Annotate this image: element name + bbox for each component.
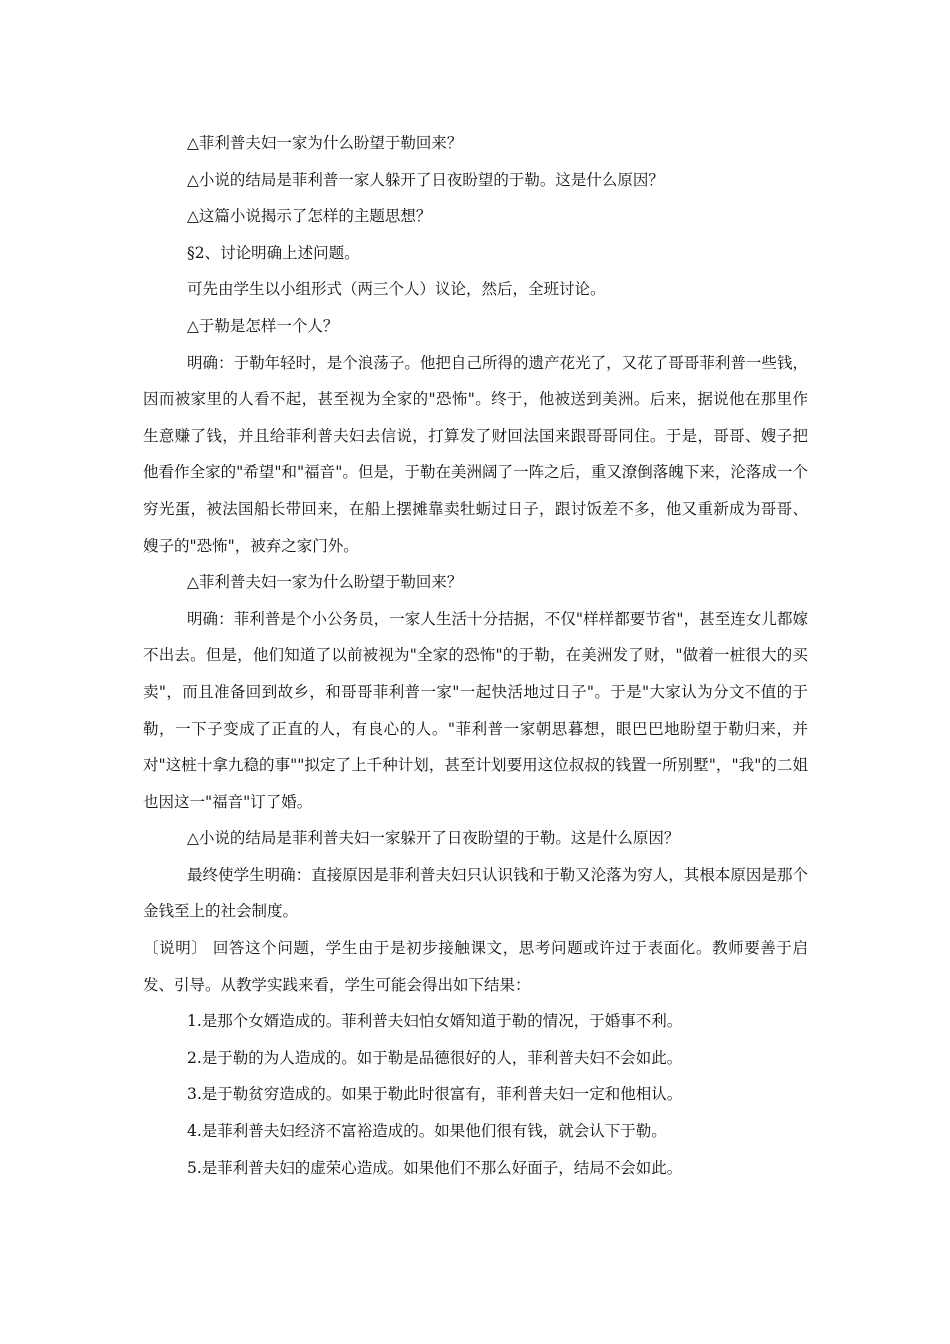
answer-paragraph: 明确：菲利普是个小公务员，一家人生活十分拮据，不仅"样样都要节省"，甚至连女儿都嫁不出去。但是，他们知道了以前被视为"全家的恐怖"的于勒，在美洲发了财，"做着一桩很大的买卖"，而且准备回到故乡，和哥哥菲利普一家"一起快活地过日子"。于是"大家认为分文不值的于勒，一下子变成了正直的人，有良心的人。"菲利普一家朝思暮想，眼巴巴地盼望于勒归来，并对"这桩十拿九稳的事""拟定了上千种计划，甚至计划要用这位叔叔的钱置一所别墅"，"我"的二姐也因这一"福音"订了婚。 bbox=[143, 609, 808, 811]
question-paragraph: △菲利普夫妇一家为什么盼望于勒回来？ bbox=[187, 573, 463, 592]
answer-paragraph: 最终使学生明确：直接原因是菲利普夫妇只认识钱和于勒又沦落为穷人，其根本原因是那个金钱至上的社会制度。 bbox=[143, 865, 808, 921]
question-paragraph: △小说的结局是菲利普夫妇一家躲开了日夜盼望的于勒。这是什么原因？ bbox=[187, 829, 680, 848]
question-paragraph: △这篇小说揭示了怎样的主题思想？ bbox=[187, 207, 432, 226]
list-item: 1.是那个女婿造成的。菲利普夫妇怕女婿知道于勒的情况，于婚事不利。 bbox=[187, 1012, 683, 1031]
section-heading: §2、讨论明确上述问题。 bbox=[187, 243, 360, 262]
list-item: 2.是于勒的为人造成的。如于勒是品德很好的人，菲利普夫妇不会如此。 bbox=[187, 1048, 683, 1067]
body-paragraph: 可先由学生以小组形式（两三个人）议论，然后，全班讨论。 bbox=[187, 280, 606, 299]
answer-paragraph: 明确：于勒年轻时，是个浪荡子。他把自己所得的遗产花光了，又花了哥哥菲利普一些钱，因而被家里的人看不起，甚至视为全家的"恐怖"。终于，他被送到美洲。后来，据说他在那里作生意赚了钱，并且给菲利普夫妇去信说，打算发了财回法国来跟哥哥同住。于是，哥哥、嫂子把他看作全家的"希望"和"福音"。但是，于勒在美洲阔了一阵之后，重又潦倒落魄下来，沦落成一个穷光蛋，被法国船长带回来，在船上摆摊靠卖牡蛎过日子，跟讨饭差不多，他又重新成为哥哥、嫂子的"恐怖"，被弃之家门外。 bbox=[143, 353, 808, 555]
list-item: 5.是菲利普夫妇的虚荣心造成。如果他们不那么好面子，结局不会如此。 bbox=[187, 1158, 683, 1177]
document-page bbox=[143, 125, 808, 1186]
question-paragraph: △菲利普夫妇一家为什么盼望于勒回来？ bbox=[187, 134, 463, 152]
list-item: 4.是菲利普夫妇经济不富裕造成的。如果他们很有钱，就会认下于勒。 bbox=[187, 1122, 667, 1141]
note-paragraph: 〔说明〕 回答这个问题，学生由于是初步接触课文，思考问题或许过于表面化。教师要善于启发、引导。从教学实践来看，学生可能会得出如下结果： bbox=[143, 939, 808, 994]
question-paragraph: △小说的结局是菲利普一家人躲开了日夜盼望的于勒。这是什么原因？ bbox=[187, 170, 664, 189]
list-item: 3.是于勒贫穷造成的。如果于勒此时很富有，菲利普夫妇一定和他相认。 bbox=[187, 1085, 683, 1104]
question-paragraph: △于勒是怎样一个人？ bbox=[187, 316, 339, 335]
